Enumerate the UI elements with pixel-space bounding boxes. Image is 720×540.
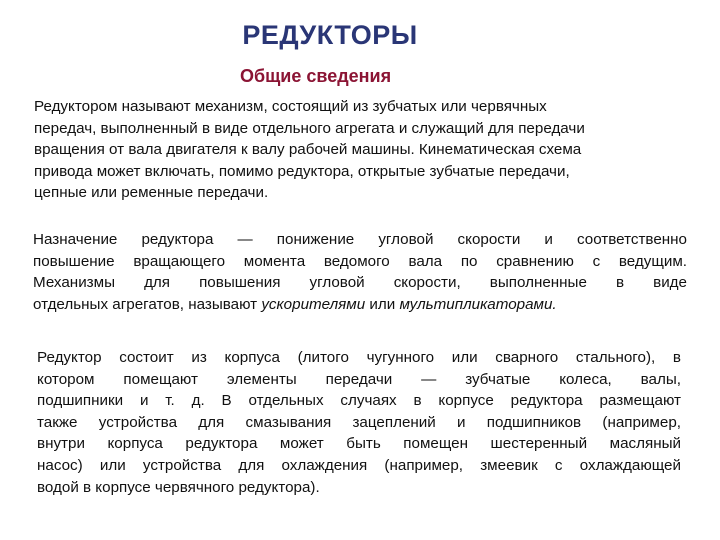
section-subtitle: Общие сведения [240,66,392,86]
paragraph-line: котором помещают элементы передачи — зубчатые колеса, валы, [37,370,681,388]
conjunction-text: или [365,295,400,313]
term-multipliers: мультипликаторами. [399,295,557,313]
paragraph-line: Редуктор состоит из корпуса (литого чугунного или сварного стального), в [37,349,681,366]
term-accelerators: ускорителями [261,295,366,313]
paragraph-line: Механизмы для повышения угловой скорости, выполненные в виде [33,274,687,292]
paragraph-text: отдельных агрегатов, называют [33,295,262,313]
paragraph-line: также устройства для смазывания зацеплений и подшипников (например, [37,413,681,431]
paragraph-line [33,294,687,316]
paragraph-line: водой в корпусе червячного редуктора). [37,478,320,496]
paragraph-line: повышение вращающего момента ведомого вала по сравнению с ведущим. [33,252,687,270]
paragraph-line: Назначение редуктора — понижение угловой скорости и соответственно [33,231,687,248]
paragraph-line: передач, выполненный в виде отдельного агрегата и служащий для передачи [34,119,585,137]
paragraph-line: привода может включать, помимо редуктора, открытые зубчатые передачи, [34,162,570,180]
paragraph-line: Редуктором называют механизм, состоящий из зубчатых или червячных [34,98,547,115]
paragraph-line: внутри корпуса редуктора может быть помещен шестеренный масляный [37,435,681,453]
paragraph-definition [34,96,689,204]
paragraph-line: вращения от вала двигателя к валу рабочей машины. Кинематическая схема [34,141,582,159]
page-title: РЕДУКТОРЫ [242,20,418,50]
paragraph-construction [37,347,681,498]
paragraph-line: насос) или устройства для охлаждения (например, змеевик с охлаждающей [37,456,681,474]
paragraph-line: подшипники и т. д. В отдельных случаях в корпусе редуктора размещают [37,392,681,410]
paragraph-purpose [33,229,687,315]
paragraph-line: цепные или ременные передачи. [34,184,269,202]
